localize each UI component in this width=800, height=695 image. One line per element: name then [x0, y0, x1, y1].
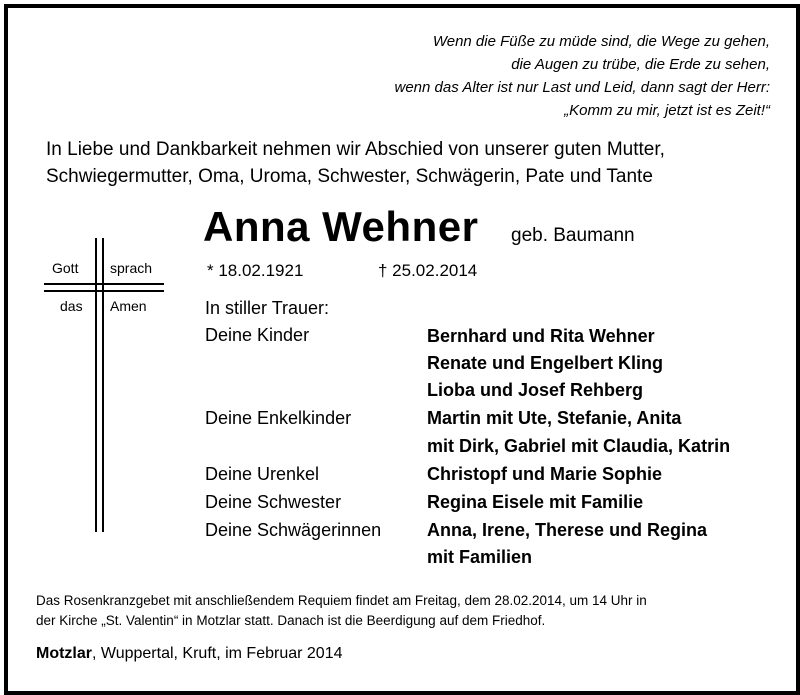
birth-date: * 18.02.1921 — [207, 261, 304, 280]
cross-word: Amen — [110, 298, 147, 314]
mourner-relation: Deine Schwägerinnen — [205, 520, 382, 540]
poem-line: Wenn die Füße zu müde sind, die Wege zu gehen, — [432, 33, 770, 50]
intro-line: In Liebe und Dankbarkeit nehmen wir Abschied von unserer guten Mutter, — [46, 139, 665, 160]
mourner-names: mit Dirk, Gabriel mit Claudia, Katrin — [427, 436, 731, 456]
mourner-names: Martin mit Ute, Stefanie, Anita — [427, 408, 682, 428]
intro-text — [46, 136, 665, 190]
mourner-relation: Deine Kinder — [205, 325, 310, 345]
deceased-name: Anna Wehner — [203, 203, 479, 250]
mourner-relation: Deine Schwester — [205, 492, 342, 512]
cross-word: das — [60, 298, 83, 314]
mourner-names: Anna, Irene, Therese und Regina — [427, 520, 708, 540]
place-town: Motzlar — [36, 645, 92, 662]
cross-word: sprach — [110, 260, 153, 276]
place-and-date — [36, 645, 342, 663]
poem-line: „Komm zu mir, jetzt ist es Zeit!“ — [564, 102, 770, 119]
intro-line: Schwiegermutter, Oma, Uroma, Schwester, Schwägerin, Pate und Tante — [46, 166, 653, 187]
mourners-heading: In stiller Trauer: — [205, 298, 330, 318]
death-date: † 25.02.2014 — [378, 261, 478, 280]
mourner-names: Regina Eisele mit Familie — [427, 492, 644, 512]
cross-horizontal-line — [44, 283, 164, 285]
notice-line: der Kirche „St. Valentin“ in Motzlar statt. Danach ist die Beerdigung auf dem Friedhof. — [36, 613, 546, 628]
mourner-names: Bernhard und Rita Wehner — [427, 326, 655, 346]
cross-horizontal-line — [44, 290, 164, 292]
mourner-names: Christopf und Marie Sophie — [427, 464, 663, 484]
poem — [395, 30, 771, 122]
poem-line: wenn das Alter ist nur Last und Leid, dann sagt der Herr: — [394, 79, 770, 96]
maiden-name: geb. Baumann — [511, 225, 635, 246]
mourner-relation: Deine Urenkel — [205, 464, 320, 484]
service-notice — [36, 591, 647, 631]
mourner-relation: Deine Enkelkinder — [205, 408, 352, 428]
poem-line: die Augen zu trübe, die Erde zu sehen, — [511, 56, 770, 73]
mourner-names: Renate und Engelbert Kling — [427, 353, 664, 373]
mourner-names: mit Familien — [427, 547, 533, 567]
mourner-names: Lioba und Josef Rehberg — [427, 380, 644, 400]
place-rest: , Wuppertal, Kruft, im Februar 2014 — [92, 645, 343, 662]
notice-line: Das Rosenkranzgebet mit anschließendem Requiem findet am Freitag, dem 28.02.2014, um 14 Uhr in — [36, 593, 647, 608]
cross-word: Gott — [52, 260, 79, 276]
